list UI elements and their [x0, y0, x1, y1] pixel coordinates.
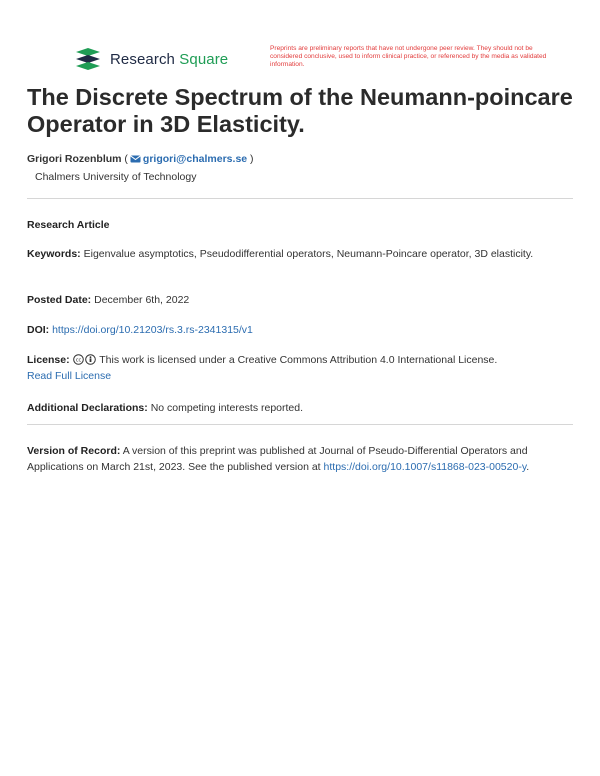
- logo-word-square: Square: [179, 50, 229, 68]
- vor-link[interactable]: https://doi.org/10.1007/s11868-023-00520-y: [323, 461, 527, 473]
- mail-icon: [130, 155, 141, 163]
- svg-text:cc: cc: [75, 357, 81, 364]
- vor-label: Version of Record:: [27, 445, 121, 457]
- license-label: License:: [27, 354, 70, 366]
- declarations-section: [27, 400, 575, 416]
- doi-link[interactable]: https://doi.org/10.21203/rs.3.rs-2341315/v1: [52, 324, 253, 336]
- by-icon: [85, 354, 96, 365]
- research-square-logo[interactable]: [74, 48, 228, 70]
- paper-title: The Discrete Spectrum of the Neumann-poincare Operator in 3D Elasticity.: [27, 84, 573, 137]
- keywords-section: [27, 246, 575, 262]
- cc-icon: [73, 354, 84, 365]
- article-type-label: Research Article: [27, 219, 110, 231]
- license-text: This work is licensed under a Creative Commons Attribution 4.0 International License.: [99, 354, 498, 366]
- posted-date-label: Posted Date:: [27, 294, 92, 306]
- author-email-link[interactable]: grigori@chalmers.se: [142, 153, 248, 165]
- divider: [27, 198, 573, 199]
- author-affiliation: Chalmers University of Technology: [35, 171, 197, 183]
- doi-label: DOI:: [27, 324, 50, 336]
- vor-text: A version of this preprint was published at Journal of Pseudo-Differential Operators and Applications on March 21st, 2023. See the published version at: [27, 445, 528, 473]
- keywords-label: Keywords:: [27, 248, 81, 260]
- vor-end: .: [526, 461, 530, 473]
- posted-date-section: [27, 292, 575, 308]
- research-square-logo-icon: [74, 48, 102, 70]
- preprint-disclaimer: Preprints are preliminary reports that have not undergone peer review. They should not be considered conclusive, used to inform clinical practice, or referenced by the media as validated information.: [270, 45, 547, 68]
- declarations-label: Additional Declarations:: [27, 402, 148, 414]
- license-section: [27, 352, 575, 384]
- author-name: Grigori Rozenblum: [27, 153, 122, 165]
- author-line: [27, 153, 254, 165]
- doi-section: [27, 322, 575, 338]
- logo-word-research: Research: [110, 50, 175, 68]
- open-paren: (: [124, 153, 128, 165]
- keywords-text: Eigenvalue asymptotics, Pseudodifferential operators, Neumann-Poincare operator, 3D elasticity.: [83, 248, 534, 260]
- divider: [27, 424, 573, 425]
- close-paren: ): [247, 153, 254, 165]
- read-full-license-link[interactable]: Read Full License: [27, 370, 112, 382]
- declarations-text: No competing interests reported.: [150, 402, 304, 414]
- version-of-record-section: [27, 443, 575, 475]
- article-type: [27, 217, 575, 233]
- logo-wordmark: [110, 51, 228, 68]
- posted-date-value: December 6th, 2022: [94, 294, 190, 306]
